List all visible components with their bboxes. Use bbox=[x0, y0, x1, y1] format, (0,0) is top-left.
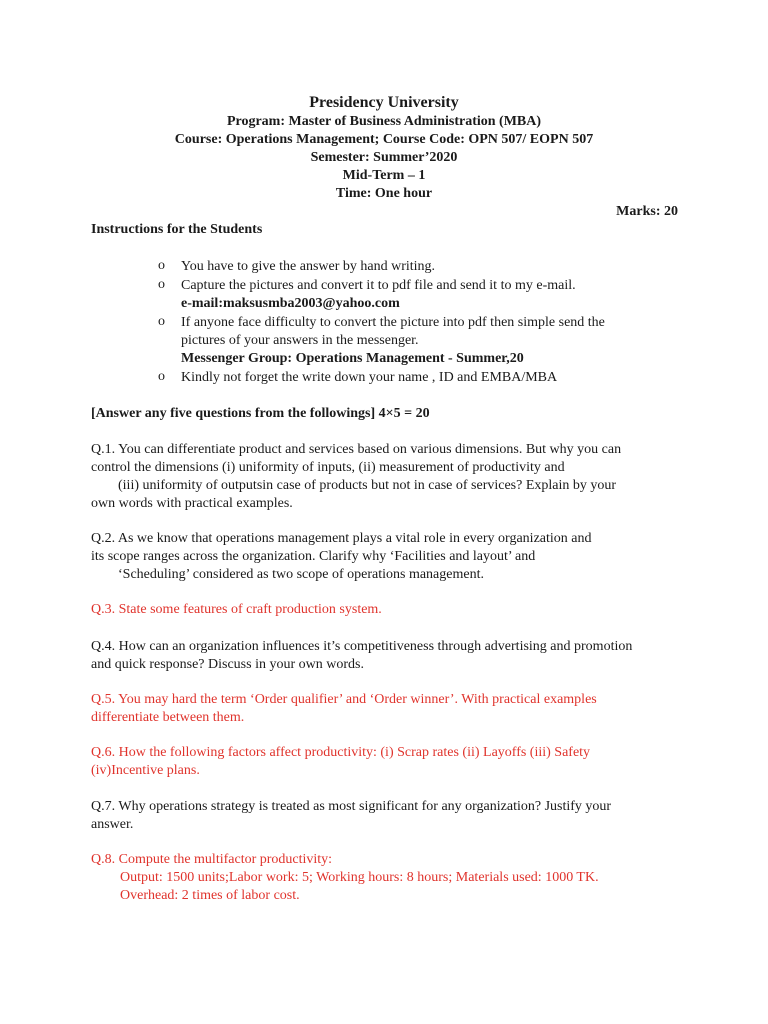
question-5-line: Q.5. You may hard the term ‘Order qualifier’ and ‘Order winner’. With practical examples bbox=[91, 692, 597, 707]
question-4-line: and quick response? Discuss in your own words. bbox=[91, 657, 364, 672]
question-5-line: differentiate between them. bbox=[91, 710, 245, 725]
course-line: Course: Operations Management; Course Code: OPN 507/ EOPN 507 bbox=[174, 132, 594, 147]
university-title: Presidency University bbox=[309, 94, 459, 111]
question-7 bbox=[91, 798, 681, 834]
question-7-line: Q.7. Why operations strategy is treated as most significant for any organization? Justify your bbox=[91, 799, 612, 814]
program-line: Program: Master of Business Administration (MBA) bbox=[226, 114, 542, 129]
question-3 bbox=[91, 601, 681, 619]
question-8-line: Output: 1500 units;Labor work: 5; Working hours: 8 hours; Materials used: 1000 TK. bbox=[120, 870, 599, 885]
question-4-line: Q.4. How can an organization influences it’s competitiveness through advertising and promotion bbox=[91, 639, 633, 654]
instruction-item: Capture the pictures and convert it to pdf file and send it to my e-mail. bbox=[181, 278, 576, 293]
question-7-line: answer. bbox=[91, 817, 134, 832]
email-address: e-mail:maksusmba2003@yahoo.com bbox=[181, 296, 400, 311]
question-2-line: Q.2. As we know that operations management plays a vital role in every organization and bbox=[91, 531, 592, 546]
question-1 bbox=[91, 441, 681, 513]
question-8-line: Q.8. Compute the multifactor productivity: bbox=[91, 852, 333, 867]
question-4 bbox=[91, 638, 681, 674]
question-2 bbox=[91, 530, 681, 584]
question-5 bbox=[91, 691, 681, 727]
bullet-icon: o bbox=[158, 369, 165, 384]
instruction-item: If anyone face difficulty to convert the picture into pdf then simple send the bbox=[181, 315, 605, 330]
answer-instruction: [Answer any five questions from the followings] 4×5 = 20 bbox=[91, 406, 430, 421]
semester-line: Semester: Summer’2020 bbox=[310, 150, 458, 165]
instructions-title: Instructions for the Students bbox=[91, 222, 263, 237]
time-line: Time: One hour bbox=[335, 186, 433, 201]
bullet-icon: o bbox=[158, 277, 165, 292]
question-1-line: control the dimensions (i) uniformity of inputs, (ii) measurement of productivity and bbox=[91, 460, 565, 475]
bullet-icon: o bbox=[158, 258, 165, 273]
question-2-line: its scope ranges across the organization. Clarify why ‘Facilities and layout’ and bbox=[91, 549, 536, 564]
bullet-icon: o bbox=[158, 314, 165, 329]
question-1-line: own words with practical examples. bbox=[91, 496, 293, 511]
question-6 bbox=[91, 744, 681, 780]
question-1-line: Q.1. You can differentiate product and services based on various dimensions. But why you can bbox=[91, 442, 622, 457]
question-6-line: (iv)Incentive plans. bbox=[91, 763, 200, 778]
instruction-item: Kindly not forget the write down your name , ID and EMBA/MBA bbox=[181, 370, 558, 385]
question-2-line: ‘Scheduling’ considered as two scope of operations management. bbox=[118, 567, 484, 582]
question-6-line: Q.6. How the following factors affect productivity: (i) Scrap rates (ii) Layoffs (iii) Safety bbox=[91, 745, 591, 760]
question-3-line: Q.3. State some features of craft production system. bbox=[91, 602, 382, 617]
instruction-item: You have to give the answer by hand writing. bbox=[181, 259, 436, 274]
instruction-item-cont: pictures of your answers in the messenger. bbox=[181, 333, 419, 348]
question-1-line: (iii) uniformity of outputsin case of products but not in case of services? Explain by your bbox=[118, 478, 617, 493]
question-8-line: Overhead: 2 times of labor cost. bbox=[120, 888, 300, 903]
question-8 bbox=[91, 851, 681, 905]
exam-line: Mid-Term – 1 bbox=[342, 168, 426, 183]
marks-label: Marks: 20 bbox=[616, 204, 678, 219]
messenger-group: Messenger Group: Operations Management - Summer,20 bbox=[181, 351, 524, 366]
